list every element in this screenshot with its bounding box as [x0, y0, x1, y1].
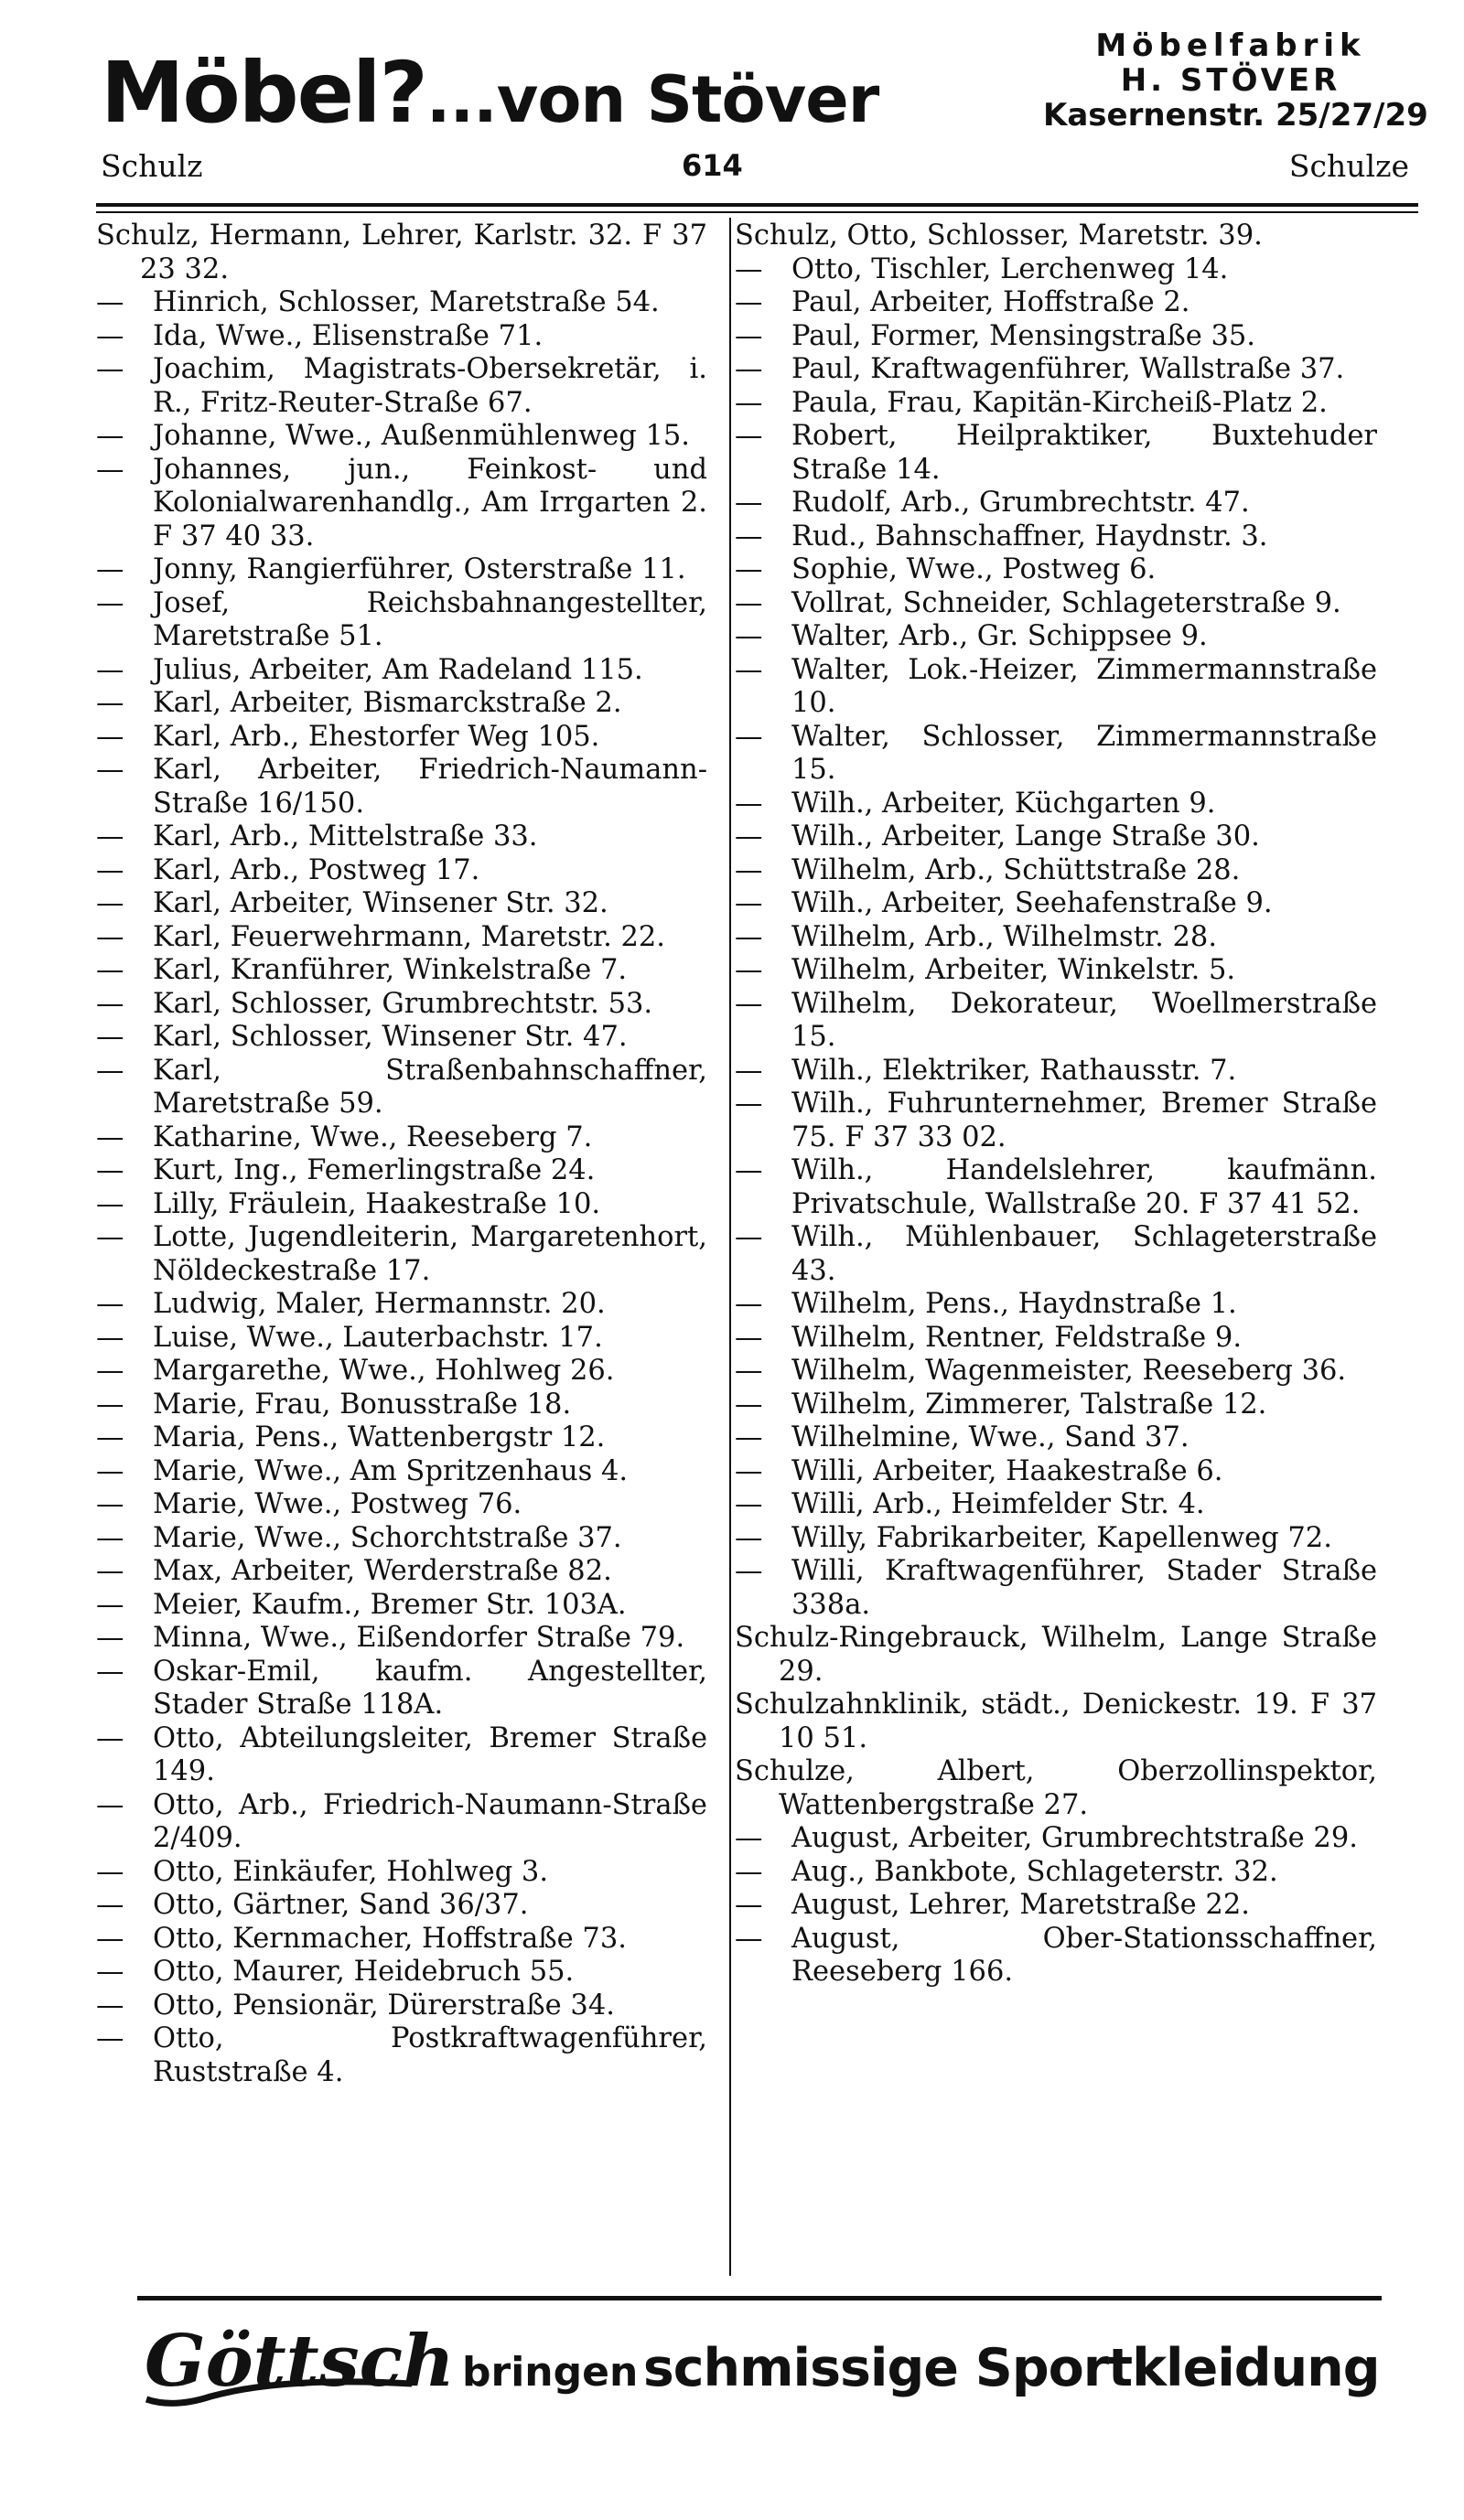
- entry-dash: —: [96, 1355, 124, 1387]
- entry-text: Otto, Pensionär, Dürerstraße 34.: [153, 1989, 615, 2021]
- directory-entry: [96, 1789, 707, 1856]
- slogan-sportkleidung: schmissige Sportkleidung: [642, 2338, 1380, 2398]
- entry-dash: —: [96, 687, 124, 719]
- directory-entry: [735, 1488, 1377, 1522]
- entry-text: Vollrat, Schneider, Schlageterstraße 9.: [791, 586, 1341, 619]
- entry-dash: —: [735, 1054, 763, 1087]
- entry-dash: —: [735, 1321, 763, 1354]
- directory-entry: [735, 520, 1377, 554]
- entry-dash: —: [96, 920, 124, 953]
- entry-dash: —: [735, 1889, 763, 1921]
- ad-headline-stoever: ...von Stöver: [425, 62, 879, 137]
- directory-entry: [735, 387, 1377, 421]
- entry-dash: —: [96, 820, 124, 853]
- entry-dash: —: [96, 1488, 124, 1520]
- directory-entry: [735, 1288, 1377, 1322]
- entry-text: Paul, Kraftwagenführer, Wallstraße 37.: [791, 353, 1345, 385]
- directory-entry: [96, 1989, 707, 2023]
- entry-text: Margarethe, Wwe., Hohlweg 26.: [153, 1355, 615, 1387]
- entry-dash: —: [735, 1154, 763, 1186]
- directory-entry: [96, 1455, 707, 1489]
- entry-dash: —: [96, 1588, 124, 1621]
- entry-dash: —: [735, 1088, 763, 1120]
- entry-dash: —: [735, 1388, 763, 1421]
- entry-text: Karl, Arb., Mittelstraße 33.: [153, 820, 538, 853]
- directory-entry: [96, 1021, 707, 1055]
- entry-dash: —: [96, 754, 124, 786]
- entry-dash: —: [735, 987, 763, 1020]
- entry-text: Kurt, Ing., Femerlingstraße 24.: [153, 1154, 596, 1186]
- entry-text: Karl, Schlosser, Grumbrechtstr. 53.: [153, 987, 653, 1020]
- entry-dash: —: [96, 1622, 124, 1654]
- entry-dash: —: [735, 1488, 763, 1520]
- entry-dash: —: [735, 787, 763, 820]
- entry-text: Wilh., Fuhrunternehmer, Bremer Straße 75. F 37 33 02.: [791, 1088, 1377, 1153]
- directory-entry: [735, 654, 1377, 721]
- entry-dash: —: [96, 586, 124, 619]
- header-rule-thin: [96, 211, 1418, 213]
- entry-dash: —: [735, 1855, 763, 1888]
- entry-dash: —: [96, 1187, 124, 1220]
- entry-text: Luise, Wwe., Lauterbachstr. 17.: [153, 1321, 603, 1354]
- entry-text: Wilhelm, Rentner, Feldstraße 9.: [791, 1321, 1243, 1354]
- directory-entry: [96, 854, 707, 888]
- entry-dash: —: [96, 1054, 124, 1087]
- entry-dash: —: [96, 1221, 124, 1253]
- entry-text: Willi, Arbeiter, Haakestraße 6.: [791, 1454, 1223, 1487]
- left-column: [96, 220, 707, 2089]
- directory-entry: [96, 1923, 707, 1957]
- directory-entry: [96, 1656, 707, 1722]
- entry-text: Otto, Tischler, Lerchenweg 14.: [791, 252, 1229, 285]
- entry-dash: —: [96, 1721, 124, 1754]
- entry-text: Maria, Pens., Wattenbergstr 12.: [153, 1421, 606, 1453]
- directory-entry: [735, 988, 1377, 1055]
- entry-text: Otto, Abteilungsleiter, Bremer Straße 149.: [153, 1721, 707, 1787]
- directory-entry: [735, 1088, 1377, 1154]
- directory-entry: [735, 1522, 1377, 1556]
- entry-text: Willi, Arb., Heimfelder Str. 4.: [791, 1488, 1205, 1520]
- directory-entry: [735, 788, 1377, 821]
- entry-dash: —: [735, 1221, 763, 1253]
- logo-text: Göttsch: [145, 2320, 455, 2403]
- entry-dash: —: [96, 1321, 124, 1354]
- footer-rule: [137, 2296, 1382, 2300]
- entry-dash: —: [96, 720, 124, 753]
- directory-entry: [96, 1555, 707, 1589]
- directory-entry: [96, 1121, 707, 1155]
- entry-dash: —: [96, 1889, 124, 1921]
- slogan-bringen: bringen: [462, 2349, 639, 2396]
- directory-entry: [96, 2022, 707, 2089]
- entry-text: August, Lehrer, Maretstraße 22.: [791, 1889, 1250, 1921]
- directory-entry: [96, 1856, 707, 1890]
- directory-entry: [96, 1055, 707, 1121]
- entry-dash: —: [735, 420, 763, 452]
- entry-dash: —: [96, 1855, 124, 1888]
- entry-dash: —: [96, 553, 124, 585]
- ad-company-address: Kasernenstr. 25/27/29: [1043, 97, 1428, 134]
- entry-dash: —: [735, 1454, 763, 1487]
- entry-dash: —: [735, 386, 763, 419]
- directory-entry: [96, 887, 707, 921]
- directory-entry: [735, 320, 1377, 354]
- entry-dash: —: [735, 1822, 763, 1854]
- entry-dash: —: [96, 420, 124, 452]
- footer-slogan: [462, 2338, 1380, 2398]
- directory-entry: [96, 1421, 707, 1455]
- directory-entry: [735, 921, 1377, 955]
- entry-text: Katharine, Wwe., Reeseberg 7.: [153, 1121, 593, 1153]
- entry-dash: —: [96, 1521, 124, 1554]
- entry-text: Wilhelm, Pens., Haydnstraße 1.: [791, 1288, 1237, 1320]
- entry-text: Wilh., Mühlenbauer, Schlageterstraße 43.: [791, 1221, 1377, 1287]
- right-column: [735, 220, 1377, 1989]
- entry-text: Joachim, Magistrats-Obersekretär, i. R., Fritz-Reuter-Straße 67.: [153, 353, 707, 419]
- directory-entry: [96, 220, 707, 286]
- entry-text: August, Arbeiter, Grumbrechtstraße 29.: [791, 1822, 1358, 1854]
- entry-dash: —: [96, 1421, 124, 1453]
- entry-text: Marie, Wwe., Schorchtstraße 37.: [153, 1521, 622, 1554]
- directory-entry: [96, 1355, 707, 1389]
- directory-entry: [735, 887, 1377, 921]
- directory-entry: [735, 1389, 1377, 1422]
- entry-dash: —: [96, 1288, 124, 1320]
- entry-dash: —: [96, 1021, 124, 1053]
- running-head-left: Schulz: [101, 148, 203, 184]
- entry-text: Karl, Feuerwehrmann, Maretstr. 22.: [153, 920, 666, 953]
- entry-dash: —: [735, 1922, 763, 1955]
- entry-text: Schulz-Ringebrauck, Wilhelm, Lange Straße 29.: [735, 1622, 1377, 1688]
- directory-entry: [96, 1154, 707, 1188]
- entry-text: Walter, Arb., Gr. Schippsee 9.: [791, 620, 1208, 652]
- directory-entry: [96, 954, 707, 988]
- entry-dash: —: [96, 1154, 124, 1186]
- entry-dash: —: [96, 353, 124, 385]
- entry-text: Julius, Arbeiter, Am Radeland 115.: [153, 653, 643, 686]
- header-rule: [96, 203, 1418, 207]
- entry-dash: —: [96, 1121, 124, 1153]
- entry-dash: —: [735, 1421, 763, 1453]
- directory-entry: [96, 1221, 707, 1288]
- entry-text: Meier, Kaufm., Bremer Str. 103A.: [153, 1588, 627, 1621]
- entry-dash: —: [96, 1555, 124, 1587]
- entry-text: Karl, Arbeiter, Bismarckstraße 2.: [153, 687, 622, 719]
- entry-dash: —: [96, 1655, 124, 1688]
- directory-entry: [735, 487, 1377, 520]
- entry-text: Wilhelm, Arb., Schüttstraße 28.: [791, 853, 1241, 886]
- directory-entry: [735, 820, 1377, 854]
- directory-entry: [96, 1389, 707, 1422]
- entry-text: Robert, Heilpraktiker, Buxtehuder Straße 14.: [791, 420, 1377, 486]
- directory-entry: [735, 1889, 1377, 1923]
- directory-entry: [735, 220, 1377, 253]
- entry-dash: —: [735, 920, 763, 953]
- entry-text: Marie, Frau, Bonusstraße 18.: [153, 1388, 572, 1421]
- entry-text: Wilhelm, Zimmerer, Talstraße 12.: [791, 1388, 1267, 1421]
- ad-company-block: [1043, 27, 1428, 134]
- page-number: 614: [682, 148, 743, 183]
- entry-dash: —: [96, 954, 124, 986]
- entry-dash: —: [735, 820, 763, 853]
- directory-entry: [735, 420, 1377, 487]
- entry-text: Ludwig, Maler, Hermannstr. 20.: [153, 1288, 606, 1320]
- directory-entry: [735, 1355, 1377, 1389]
- entry-dash: —: [96, 987, 124, 1020]
- directory-entry: [96, 754, 707, 820]
- entry-text: Oskar-Emil, kaufm. Angestellter, Stader Straße 118A.: [153, 1655, 707, 1721]
- entry-dash: —: [96, 853, 124, 886]
- entry-dash: —: [735, 1288, 763, 1320]
- ad-headline-moebel: Möbel?: [101, 44, 426, 142]
- entry-text: Karl, Arb., Ehestorfer Weg 105.: [153, 720, 600, 753]
- entry-text: Minna, Wwe., Eißendorfer Straße 79.: [153, 1622, 685, 1654]
- directory-entry: [735, 1455, 1377, 1489]
- directory-entry: [96, 1288, 707, 1322]
- entry-dash: —: [735, 553, 763, 585]
- directory-entry: [96, 1956, 707, 1989]
- directory-entry: [735, 1322, 1377, 1356]
- directory-entry: [96, 1722, 707, 1789]
- entry-text: Ida, Wwe., Elisenstraße 71.: [153, 319, 544, 352]
- entry-dash: —: [96, 1956, 124, 1988]
- entry-dash: —: [735, 1355, 763, 1387]
- directory-entry: [96, 553, 707, 587]
- directory-entry: [735, 1154, 1377, 1221]
- entry-dash: —: [735, 520, 763, 552]
- entry-text: Wilh., Arbeiter, Lange Straße 30.: [791, 820, 1260, 853]
- directory-entry: [96, 687, 707, 721]
- directory-entry: [735, 1689, 1377, 1755]
- ad-headline: [101, 44, 878, 142]
- entry-dash: —: [735, 252, 763, 285]
- entry-text: Otto, Postkraftwagenführer, Ruststraße 4.: [153, 2022, 707, 2088]
- entry-dash: —: [96, 453, 124, 486]
- entry-text: Otto, Kernmacher, Hoffstraße 73.: [153, 1922, 627, 1955]
- directory-entry: [735, 1055, 1377, 1088]
- entry-text: Walter, Lok.-Heizer, Zimmermannstraße 10.: [791, 653, 1377, 719]
- directory-entry: [96, 1522, 707, 1556]
- directory-entry: [735, 353, 1377, 387]
- footer-advertisement: [137, 2312, 1382, 2431]
- entry-text: August, Ober-Stationsschaffner, Reeseberg 166.: [791, 1922, 1377, 1988]
- entry-text: Otto, Arb., Friedrich-Naumann-Straße 2/409.: [153, 1788, 707, 1854]
- directory-entry: [735, 1822, 1377, 1856]
- running-head-right: Schulze: [1288, 148, 1409, 184]
- entry-text: Wilhelmine, Wwe., Sand 37.: [791, 1421, 1190, 1453]
- entry-dash: —: [735, 586, 763, 619]
- entry-dash: —: [96, 887, 124, 919]
- entry-text: Karl, Arbeiter, Friedrich-Naumann-Straße 16/150.: [153, 754, 707, 820]
- column-divider: [729, 218, 731, 2276]
- entry-text: Willi, Kraftwagenführer, Stader Straße 338a.: [791, 1555, 1377, 1621]
- directory-entry: [96, 921, 707, 955]
- entry-text: Rud., Bahnschaffner, Haydnstr. 3.: [791, 520, 1268, 552]
- entry-text: Willy, Fabrikarbeiter, Kapellenweg 72.: [791, 1521, 1332, 1554]
- entry-dash: —: [735, 353, 763, 385]
- directory-entry: [735, 954, 1377, 988]
- entry-text: Karl, Arb., Postweg 17.: [153, 853, 480, 886]
- entry-text: Josef, Reichsbahnangestellter, Maretstraße 51.: [153, 586, 707, 652]
- entry-text: Wilh., Arbeiter, Seehafenstraße 9.: [791, 887, 1273, 919]
- entry-dash: —: [735, 319, 763, 352]
- directory-entry: [96, 820, 707, 854]
- directory-entry: [96, 286, 707, 320]
- directory-entry: [735, 620, 1377, 654]
- entry-text: Wilh., Handelslehrer, kaufmänn. Privatschule, Wallstraße 20. F 37 41 52.: [791, 1154, 1377, 1220]
- directory-entry: [96, 587, 707, 654]
- entry-text: Karl, Schlosser, Winsener Str. 47.: [153, 1021, 628, 1053]
- entry-dash: —: [735, 1521, 763, 1554]
- directory-entry: [735, 854, 1377, 888]
- directory-entry: [96, 1589, 707, 1623]
- entry-dash: —: [96, 286, 124, 318]
- directory-entry: [96, 1488, 707, 1522]
- directory-entry: [96, 654, 707, 688]
- entry-text: Rudolf, Arb., Grumbrechtstr. 47.: [791, 487, 1250, 519]
- entry-text: Otto, Maurer, Heidebruch 55.: [153, 1956, 575, 1988]
- ad-company-type: Möbelfabrik: [1095, 27, 1366, 64]
- entry-text: Marie, Wwe., Am Spritzenhaus 4.: [153, 1454, 629, 1487]
- directory-entry: [735, 1221, 1377, 1288]
- entry-text: Otto, Einkäufer, Hohlweg 3.: [153, 1855, 549, 1888]
- directory-entry: [735, 1755, 1377, 1822]
- entry-dash: —: [96, 319, 124, 352]
- directory-entry: [96, 320, 707, 354]
- entry-text: Wilhelm, Wagenmeister, Reeseberg 36.: [791, 1355, 1347, 1387]
- entry-dash: —: [96, 1788, 124, 1821]
- entry-dash: —: [96, 1454, 124, 1487]
- directory-entry: [735, 1622, 1377, 1689]
- entry-dash: —: [735, 887, 763, 919]
- entry-dash: —: [735, 954, 763, 986]
- directory-entry: [96, 353, 707, 420]
- entry-text: Wilhelm, Arb., Wilhelmstr. 28.: [791, 920, 1218, 953]
- directory-entry: [96, 1622, 707, 1656]
- directory-entry: [96, 420, 707, 454]
- entry-text: Schulz, Otto, Schlosser, Maretstr. 39.: [735, 220, 1263, 252]
- directory-entry: [96, 721, 707, 755]
- entry-text: Schulz, Hermann, Lehrer, Karlstr. 32. F 37 23 32.: [96, 220, 707, 285]
- directory-entry: [735, 1856, 1377, 1890]
- directory-entry: [96, 1322, 707, 1356]
- directory-entry: [735, 286, 1377, 320]
- entry-text: Paul, Former, Mensingstraße 35.: [791, 319, 1255, 352]
- entry-dash: —: [735, 620, 763, 652]
- entry-text: Marie, Wwe., Postweg 76.: [153, 1488, 522, 1520]
- entry-dash: —: [735, 487, 763, 519]
- directory-entry: [735, 1555, 1377, 1622]
- directory-entry: [735, 1923, 1377, 1989]
- directory-entry: [735, 553, 1377, 587]
- entry-text: Karl, Straßenbahnschaffner, Maretstraße 59.: [153, 1054, 707, 1120]
- directory-entry: [96, 1188, 707, 1222]
- entry-text: Karl, Kranführer, Winkelstraße 7.: [153, 954, 628, 986]
- entry-text: Karl, Arbeiter, Winsener Str. 32.: [153, 887, 608, 919]
- entry-text: Walter, Schlosser, Zimmermannstraße 15.: [791, 720, 1377, 786]
- entry-dash: —: [96, 2022, 124, 2054]
- entry-text: Paula, Frau, Kapitän-Kircheiß-Platz 2.: [791, 386, 1328, 419]
- directory-entry: [735, 1421, 1377, 1455]
- directory-entry: [96, 988, 707, 1022]
- entry-dash: —: [735, 853, 763, 886]
- entry-text: Wilh., Elektriker, Rathausstr. 7.: [791, 1054, 1237, 1087]
- directory-entry: [96, 1889, 707, 1923]
- entry-dash: —: [735, 1555, 763, 1587]
- entry-text: Otto, Gärtner, Sand 36/37.: [153, 1889, 529, 1921]
- entry-dash: —: [96, 1989, 124, 2021]
- directory-entry: [735, 587, 1377, 621]
- entry-text: Jonny, Rangierführer, Osterstraße 11.: [153, 553, 686, 585]
- entry-text: Sophie, Wwe., Postweg 6.: [791, 553, 1157, 585]
- ad-company-name: H. STÖVER: [1120, 62, 1341, 99]
- entry-text: Aug., Bankbote, Schlageterstr. 32.: [791, 1855, 1278, 1888]
- entry-text: Johannes, jun., Feinkost- und Kolonialwarenhandlg., Am Irrgarten 2. F 37 40 33.: [153, 453, 707, 552]
- entry-text: Wilhelm, Dekorateur, Woellmerstraße 15.: [791, 987, 1377, 1053]
- entry-text: Johanne, Wwe., Außenmühlenweg 15.: [153, 420, 691, 452]
- entry-dash: —: [735, 653, 763, 686]
- entry-text: Lilly, Fräulein, Haakestraße 10.: [153, 1187, 601, 1220]
- directory-entry: [735, 721, 1377, 788]
- entry-text: Schulze, Albert, Oberzollinspektor, Wattenbergstraße 27.: [735, 1755, 1377, 1821]
- entry-text: Wilhelm, Arbeiter, Winkelstr. 5.: [791, 954, 1236, 986]
- entry-text: Hinrich, Schlosser, Maretstraße 54.: [153, 286, 660, 318]
- entry-text: Paul, Arbeiter, Hoffstraße 2.: [791, 286, 1190, 318]
- entry-dash: —: [735, 286, 763, 318]
- entry-dash: —: [96, 1388, 124, 1421]
- entry-text: Lotte, Jugendleiterin, Margaretenhort, Nöldeckestraße 17.: [153, 1221, 707, 1287]
- entry-dash: —: [735, 720, 763, 753]
- directory-entry: [96, 454, 707, 554]
- goettsch-logo: [137, 2312, 455, 2422]
- entry-text: Schulzahnklinik, städt., Denickestr. 19. F 37 10 51.: [735, 1689, 1377, 1754]
- directory-entry: [735, 253, 1377, 287]
- entry-text: Max, Arbeiter, Werderstraße 82.: [153, 1555, 612, 1587]
- entry-dash: —: [96, 1922, 124, 1955]
- entry-text: Wilh., Arbeiter, Küchgarten 9.: [791, 787, 1216, 820]
- entry-dash: —: [96, 653, 124, 686]
- header-advertisement: [101, 27, 1428, 151]
